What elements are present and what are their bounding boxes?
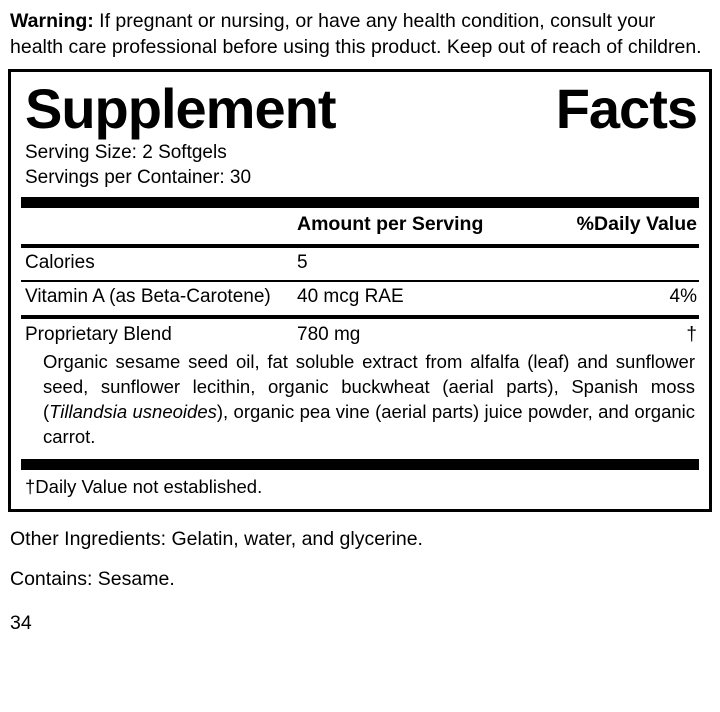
servings-per-container-line: Servings per Container: 30 bbox=[25, 167, 252, 188]
row-name-calories: Calories bbox=[25, 252, 95, 273]
supplement-facts-title bbox=[21, 78, 699, 140]
row-dv-calories bbox=[537, 252, 697, 274]
row-amount-vitamin-a: 40 mcg RAE bbox=[297, 286, 404, 307]
warning-label: Warning: bbox=[10, 10, 94, 32]
proprietary-blend-description bbox=[21, 349, 699, 453]
blend-desc-latin-name: Tillandsia usneoides bbox=[49, 401, 217, 422]
serving-size-line: Serving Size: 2 Softgels bbox=[25, 142, 227, 163]
table-row-proprietary-blend bbox=[21, 319, 699, 349]
row-name-proprietary-blend: Proprietary Blend bbox=[25, 324, 172, 345]
blend-desc-part1: Organic sesame seed oil, fat soluble extract from alfalfa (leaf) and sunflower seed, sunflower lecithin, organic buckwheat (aerial parts), Spanish moss ( bbox=[43, 351, 695, 422]
title-word-facts: Facts bbox=[555, 77, 697, 140]
rule-thick-top bbox=[21, 197, 699, 208]
header-nutrient bbox=[25, 213, 297, 236]
table-row bbox=[21, 282, 699, 312]
header-amount-per-serving: Amount per Serving bbox=[297, 213, 484, 235]
header-daily-value: %Daily Value bbox=[576, 213, 697, 235]
row-dv-proprietary-blend: † bbox=[686, 324, 697, 345]
row-amount-calories: 5 bbox=[297, 252, 308, 273]
supplement-facts-panel bbox=[8, 69, 712, 512]
title-word-supplement: Supplement bbox=[25, 77, 336, 140]
contains-line: Contains: Sesame. bbox=[10, 568, 175, 590]
row-dv-vitamin-a: 4% bbox=[669, 286, 697, 307]
page-number: 34 bbox=[10, 612, 32, 634]
table-row bbox=[21, 248, 699, 278]
blend-desc-part2: ), organic pea vine (aerial parts) juice powder, and organic carrot. bbox=[43, 401, 696, 447]
daily-value-footnote: †Daily Value not established. bbox=[25, 476, 263, 497]
row-amount-proprietary-blend: 780 mg bbox=[297, 324, 361, 345]
row-name-vitamin-a: Vitamin A (as Beta-Carotene) bbox=[25, 286, 271, 307]
other-ingredients-line: Other Ingredients: Gelatin, water, and glycerine. bbox=[10, 528, 423, 550]
warning-paragraph bbox=[8, 0, 712, 60]
rule-thick-bottom bbox=[21, 459, 699, 470]
warning-text: If pregnant or nursing, or have any health condition, consult your health care professional before using this product. Keep out of reach of children. bbox=[10, 10, 702, 58]
table-header-row bbox=[21, 208, 699, 241]
